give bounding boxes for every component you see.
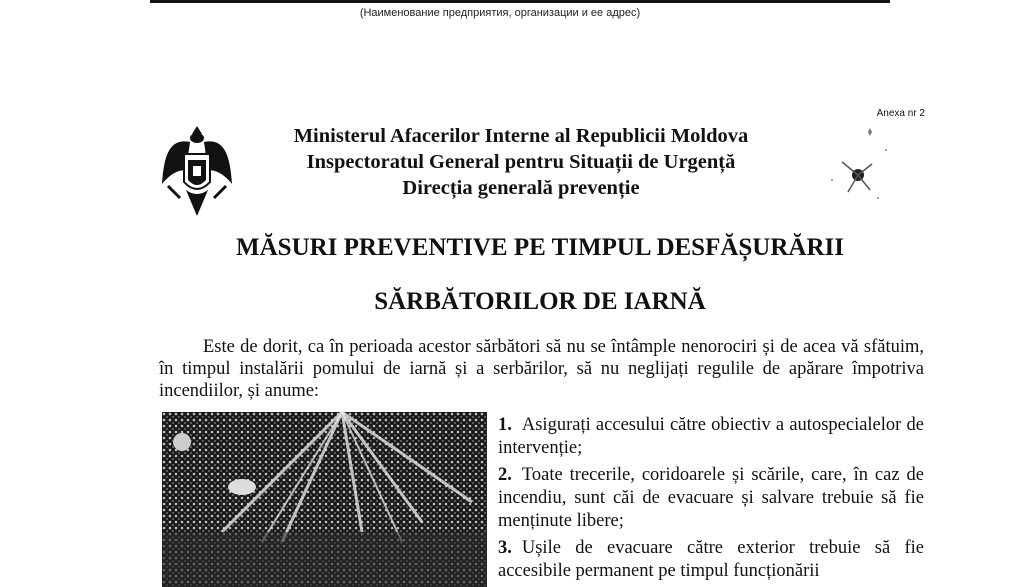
stamp-mark bbox=[812, 120, 902, 210]
intro-text: Este de dorit, ca în perioada acestor sărbători să nu se întâmple nenorociri și de acea vă sfătuim, în timpul instalării pomului de iarnă și a serbărilor, să nu neglijați regulile de apărare împotriva incendiilor, și anume: bbox=[159, 337, 924, 401]
moldova-coat-of-arms-icon bbox=[160, 124, 234, 218]
top-rule bbox=[150, 0, 890, 3]
list-item bbox=[498, 414, 924, 460]
organization-caption: (Наименование предприятия, организации и ее адрес) bbox=[359, 7, 641, 19]
item-number: 1. bbox=[498, 415, 512, 435]
title-line-1: MĂSURI PREVENTIVE PE TIMPUL DESFĂȘURĂRII bbox=[236, 234, 844, 261]
header-line-directorate: Direcția generală prevenție bbox=[402, 177, 640, 199]
item-number: 2. bbox=[498, 465, 512, 485]
item-text: Ușile de evacuare către exterior trebuie să fie accesibile permanent pe timpul funcționării bbox=[498, 538, 924, 581]
list-item bbox=[498, 464, 924, 533]
header-line-ministry: Ministerul Afacerilor Interne al Republicii Moldova bbox=[293, 125, 749, 147]
header-line-inspectorate: Inspectoratul General pentru Situații de Urgență bbox=[306, 151, 736, 173]
crowd-photo-icon bbox=[162, 412, 487, 587]
item-text: Toate trecerile, coridoarele și scările, care, în caz de incendiu, sunt căi de evacuare și salvare trebuie să fie menținute libere; bbox=[498, 465, 924, 531]
title-line-2: SĂRBĂTORILOR DE IARNĂ bbox=[374, 288, 706, 315]
ministry-header bbox=[236, 123, 806, 201]
item-text: Asigurați accesului către obiectiv a autospecialelor de intervenție; bbox=[498, 415, 924, 458]
item-number: 3. bbox=[498, 538, 512, 558]
list-item bbox=[498, 537, 924, 583]
intro-paragraph bbox=[159, 336, 924, 402]
annex-label: Anexa nr 2 bbox=[876, 108, 925, 119]
rules-list bbox=[498, 414, 924, 587]
